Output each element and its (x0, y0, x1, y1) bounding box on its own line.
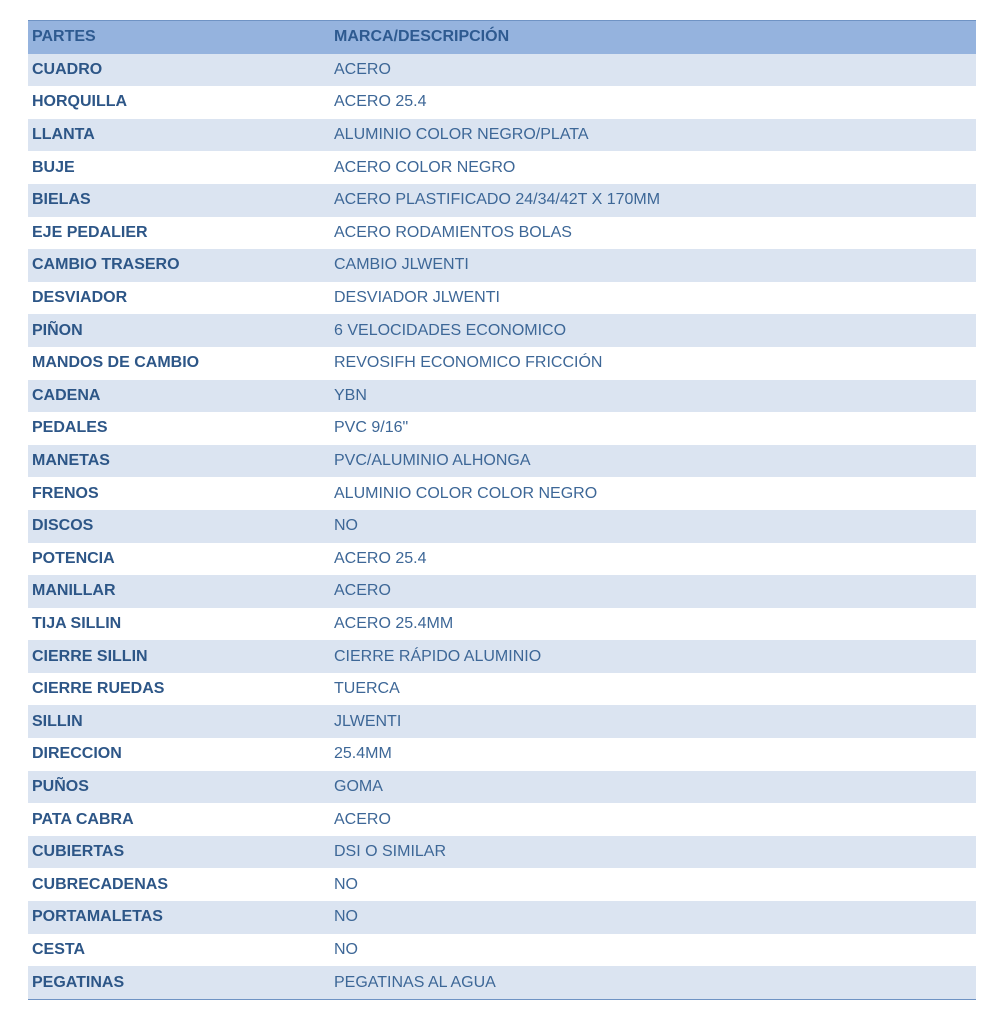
part-description: CAMBIO JLWENTI (330, 249, 976, 282)
part-description: ACERO COLOR NEGRO (330, 151, 976, 184)
table-row (28, 966, 976, 999)
part-name: CUADRO (28, 54, 330, 87)
part-name: PATA CABRA (28, 803, 330, 836)
part-description: PVC/ALUMINIO ALHONGA (330, 445, 976, 478)
table-row (28, 347, 976, 380)
part-description: DESVIADOR JLWENTI (330, 282, 976, 315)
table-row (28, 249, 976, 282)
part-name: FRENOS (28, 477, 330, 510)
part-name: MANETAS (28, 445, 330, 478)
part-description: ACERO PLASTIFICADO 24/34/42T X 170MM (330, 184, 976, 217)
part-description: YBN (330, 380, 976, 413)
table-row (28, 217, 976, 250)
header-marca-descripcion: MARCA/DESCRIPCIÓN (330, 21, 976, 54)
part-description: NO (330, 868, 976, 901)
part-name: CUBRECADENAS (28, 868, 330, 901)
table-row (28, 314, 976, 347)
part-name: BIELAS (28, 184, 330, 217)
part-name: TIJA SILLIN (28, 608, 330, 641)
part-name: CAMBIO TRASERO (28, 249, 330, 282)
part-description: ACERO (330, 54, 976, 87)
part-description: CIERRE RÁPIDO ALUMINIO (330, 640, 976, 673)
part-name: PEDALES (28, 412, 330, 445)
table-row (28, 543, 976, 576)
table-row (28, 510, 976, 543)
part-name: PIÑON (28, 314, 330, 347)
part-name: CUBIERTAS (28, 836, 330, 869)
part-name: PEGATINAS (28, 966, 330, 999)
part-name: MANDOS DE CAMBIO (28, 347, 330, 380)
table-row (28, 54, 976, 87)
part-description: ACERO RODAMIENTOS BOLAS (330, 217, 976, 250)
part-description: ACERO (330, 803, 976, 836)
table-row (28, 184, 976, 217)
part-name: DISCOS (28, 510, 330, 543)
table-row (28, 836, 976, 869)
part-name: CESTA (28, 934, 330, 967)
table-body (28, 54, 976, 1000)
part-description: NO (330, 934, 976, 967)
parts-spec-table (28, 20, 976, 1000)
table-row (28, 771, 976, 804)
part-description: ALUMINIO COLOR NEGRO/PLATA (330, 119, 976, 152)
part-name: BUJE (28, 151, 330, 184)
table-row (28, 86, 976, 119)
table-row (28, 380, 976, 413)
part-description: ACERO 25.4 (330, 543, 976, 576)
part-name: DESVIADOR (28, 282, 330, 315)
part-description: DSI O SIMILAR (330, 836, 976, 869)
table-row (28, 119, 976, 152)
part-name: CADENA (28, 380, 330, 413)
table-row (28, 803, 976, 836)
part-description: ACERO 25.4MM (330, 608, 976, 641)
part-description: GOMA (330, 771, 976, 804)
part-name: EJE PEDALIER (28, 217, 330, 250)
table-row (28, 738, 976, 771)
part-name: LLANTA (28, 119, 330, 152)
table-row (28, 868, 976, 901)
table-row (28, 445, 976, 478)
part-name: HORQUILLA (28, 86, 330, 119)
table-row (28, 575, 976, 608)
part-description: TUERCA (330, 673, 976, 706)
table-row (28, 282, 976, 315)
part-description: ALUMINIO COLOR COLOR NEGRO (330, 477, 976, 510)
table-row (28, 901, 976, 934)
part-description: REVOSIFH ECONOMICO FRICCIÓN (330, 347, 976, 380)
part-name: CIERRE SILLIN (28, 640, 330, 673)
part-description: ACERO (330, 575, 976, 608)
part-name: POTENCIA (28, 543, 330, 576)
part-description: PVC 9/16" (330, 412, 976, 445)
part-description: NO (330, 510, 976, 543)
part-description: PEGATINAS AL AGUA (330, 966, 976, 999)
header-partes: PARTES (28, 21, 330, 54)
part-name: MANILLAR (28, 575, 330, 608)
table-row (28, 640, 976, 673)
table-row (28, 673, 976, 706)
table-row (28, 705, 976, 738)
header-row (28, 21, 976, 54)
part-name: DIRECCION (28, 738, 330, 771)
table-row (28, 608, 976, 641)
table-row (28, 151, 976, 184)
table-row (28, 412, 976, 445)
part-description: 25.4MM (330, 738, 976, 771)
table-row (28, 934, 976, 967)
part-name: SILLIN (28, 705, 330, 738)
part-name: CIERRE RUEDAS (28, 673, 330, 706)
part-description: ACERO 25.4 (330, 86, 976, 119)
part-name: PORTAMALETAS (28, 901, 330, 934)
part-description: 6 VELOCIDADES ECONOMICO (330, 314, 976, 347)
part-description: NO (330, 901, 976, 934)
table-row (28, 477, 976, 510)
part-description: JLWENTI (330, 705, 976, 738)
part-name: PUÑOS (28, 771, 330, 804)
